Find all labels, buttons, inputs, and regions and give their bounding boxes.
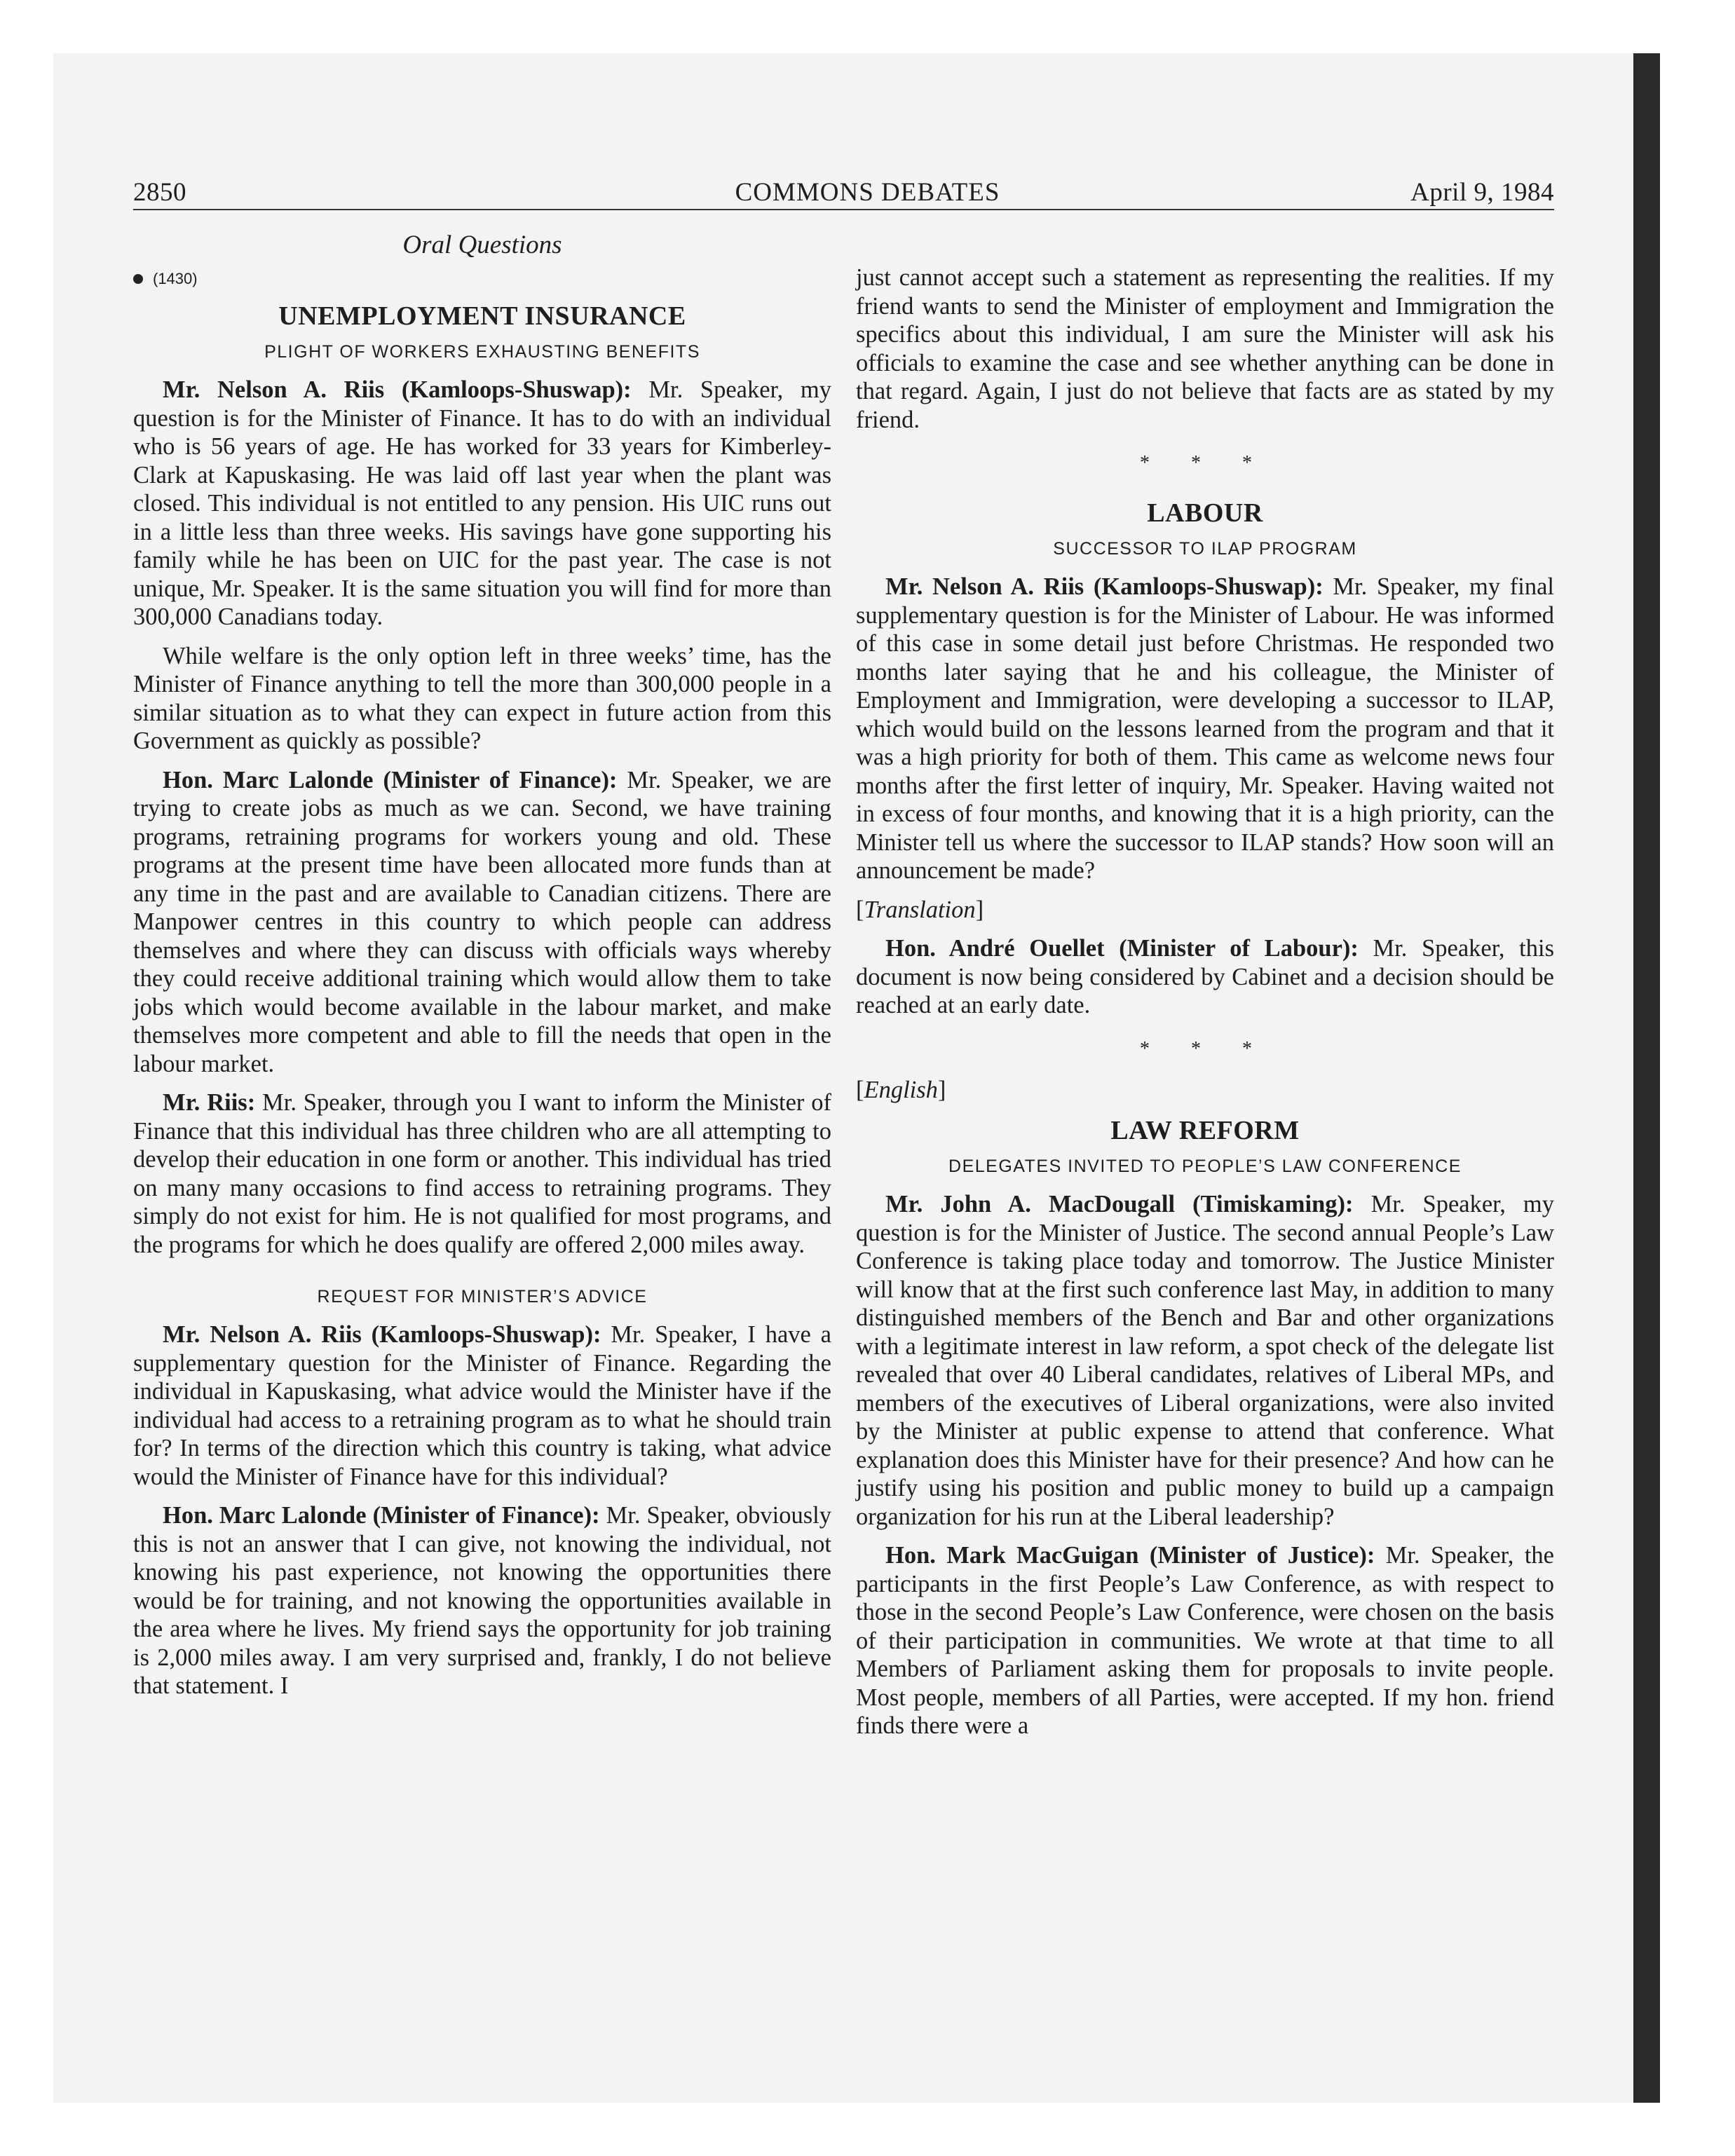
speech-text: Mr. Speaker, this document is now being considered by Cabinet and a decision should be reached at an early date. [856,935,1554,1018]
timestamp-text: (1430) [153,270,198,287]
left-column [133,300,831,1711]
speaker: Hon. Marc Lalonde (Minister of Finance): [163,766,618,793]
speech-text: Mr. Speaker, obviously this is not an answer that I can give, not knowing the individual, not knowing his past experience, not knowing the opportunities there would be for training, and not knowing the opportunities available in the area where he lives. My friend says the opportunity for job training is 2,000 miles away. I am very surprised and, frankly, I do not believe that statement. I [133,1502,831,1699]
paragraph [133,1321,831,1491]
subheading-delegates: DELEGATES INVITED TO PEOPLE’S LAW CONFERENCE [948,1157,1462,1176]
speech-text: just cannot accept such a statement as representing the realities. If my friend wants to send the Minister of employment and Immigration the specifics about this individual, I am sure the Minister will ask his officials to examine the case and see whether anything can be done in that regard. Again, I just do not believe that facts are as stated by my friend. [856,264,1554,433]
publication-title: COMMONS DEBATES [735,178,1000,207]
paragraph [133,642,831,756]
heading-unemployment-insurance: UNEMPLOYMENT INSURANCE [278,301,686,331]
paragraph [133,376,831,632]
paragraph [133,766,831,1079]
page-date: April 9, 1984 [1410,178,1554,207]
heading-law-reform: LAW REFORM [1110,1116,1300,1145]
scan-edge-bar [1633,53,1660,2103]
separator-stars: * * * [1140,452,1270,474]
speech-text: Mr. Speaker, we are trying to create jobs as much as we can. Second, we have training programs, retraining programs for workers young and old. These programs at the present time have been allocated more funds than at any time in the past and are available to Canadian citizens. There are Manpower centres in this country to which people can address themselves and where they can discuss with officials ways whereby they could receive additional training which would allow them to take jobs which would become available in the labour market, and make themselves more competent and able to fill the needs that open in the labour market. [133,766,831,1077]
speaker: Mr. Nelson A. Riis (Kamloops-Shuswap): [163,376,632,403]
speech-text: Mr. Speaker, the participants in the first People’s Law Conference, as with respect to those in the second People’s Law Conference, were chosen on the basis of their participation in communities. We wrote at that time to all Members of Parliament asking them for proposals to invite people. Most people, members of all Parties, were accepted. If my hon. friend finds there were a [856,1542,1554,1739]
speaker: Mr. Nelson A. Riis (Kamloops-Shuswap): [885,573,1324,600]
speech-text: While welfare is the only option left in three weeks’ time, has the Minister of Finance anything to tell the more than 300,000 people in a similar situation as to what they can expect in future action from this Government as quickly as possible? [133,642,831,754]
speech-text: Mr. Speaker, my question is for the Minister of Justice. The second annual People’s Law Conference is taking place today and tomorrow. The Justice Minister will know that at the first such conference last May, in addition to many distinguished members of the Bench and Bar and other organizations with a legitimate interest in law reform, a spot check of the delegate list revealed that over 40 Liberal candidates, relatives of Liberal MPs, and members of the executives of Liberal organizations, were also invited by the Minister at public expense to attend that conference. What explanation does this Minister have for their presence? And how can he justify using his position and public money to build up a campaign organization for his run at the Liberal leadership? [856,1191,1554,1530]
speech-text: Mr. Speaker, my final supplementary question is for the Minister of Labour. He was informed of this case in some detail just before Christmas. He responded two months later saying that he and his colleague, the Minister of Employment and Immigration, were developing a successor to ILAP, which would build on the lessons learned from the program and that it was a high priority for both of them. This came as welcome news four months after the first letter of inquiry, Mr. Speaker. Having waited not in excess of four months, and knowing that it is a high priority, can the Minister tell us where the successor to ILAP stands? How soon will an announcement be made? [856,573,1554,884]
speaker: Hon. Mark MacGuigan (Minister of Justice): [885,1542,1375,1569]
paragraph [856,934,1554,1020]
page-number: 2850 [133,178,186,207]
separator-stars: * * * [1140,1037,1270,1060]
subheading-request-advice: REQUEST FOR MINISTER’S ADVICE [317,1287,648,1306]
speaker: Mr. Nelson A. Riis (Kamloops-Shuswap): [163,1321,601,1348]
heading-labour: LABOUR [1147,498,1263,528]
header-rule [133,209,1554,210]
subheading-plight: PLIGHT OF WORKERS EXHAUSTING BENEFITS [264,342,700,362]
paragraph [133,1501,831,1700]
speaker: Mr. Riis: [163,1089,256,1116]
section-title: Oral Questions [402,231,562,259]
paragraph [856,264,1554,434]
speaker: Hon. Marc Lalonde (Minister of Finance): [163,1502,600,1529]
paragraph [133,1089,831,1259]
english-note: [English] [856,1076,946,1103]
speech-text: Mr. Speaker, through you I want to inform the Minister of Finance that this individual has three children who are all attempting to develop their education in one form or another. This individual has tried on many many occasions to find access to retraining programs. They simply do not exist for him. He is not qualified for most programs, and the programs for which he does qualify are offered 2,000 miles away. [133,1089,831,1258]
translation-label: Translation [864,896,976,923]
paragraph [856,1190,1554,1531]
subheading-ilap: SUCCESSOR TO ILAP PROGRAM [1053,539,1357,559]
speech-text: Mr. Speaker, I have a supplementary question for the Minister of Finance. Regarding the individual in Kapuskasing, what advice would the Minister have if the individual had access to a retraining program as to what he should train for? In terms of the direction which this country is taking, what advice would the Minister of Finance have for this individual? [133,1321,831,1490]
right-column [856,264,1554,1751]
speaker: Hon. André Ouellet (Minister of Labour): [885,935,1359,962]
speech-text: Mr. Speaker, my question is for the Minister of Finance. It has to do with an individual who is 56 years of age. He has worked for 33 years for Kimberley-Clark at Kapuskasing. He was laid off last year when the plant was closed. This individual is not entitled to any pension. His UIC runs out in a little less than three weeks. His savings have gone supporting his family while he has been on UIC for the past year. The case is not unique, Mr. Speaker. It is the same situation you will find for more than 300,000 Canadians today. [133,376,831,630]
timestamp [133,265,198,293]
paragraph [856,573,1554,885]
english-label: English [864,1076,938,1103]
paragraph [856,1541,1554,1740]
translation-note: [Translation] [856,896,984,923]
speaker: Mr. John A. MacDougall (Timiskaming): [885,1191,1354,1217]
bullet-icon [133,274,143,284]
